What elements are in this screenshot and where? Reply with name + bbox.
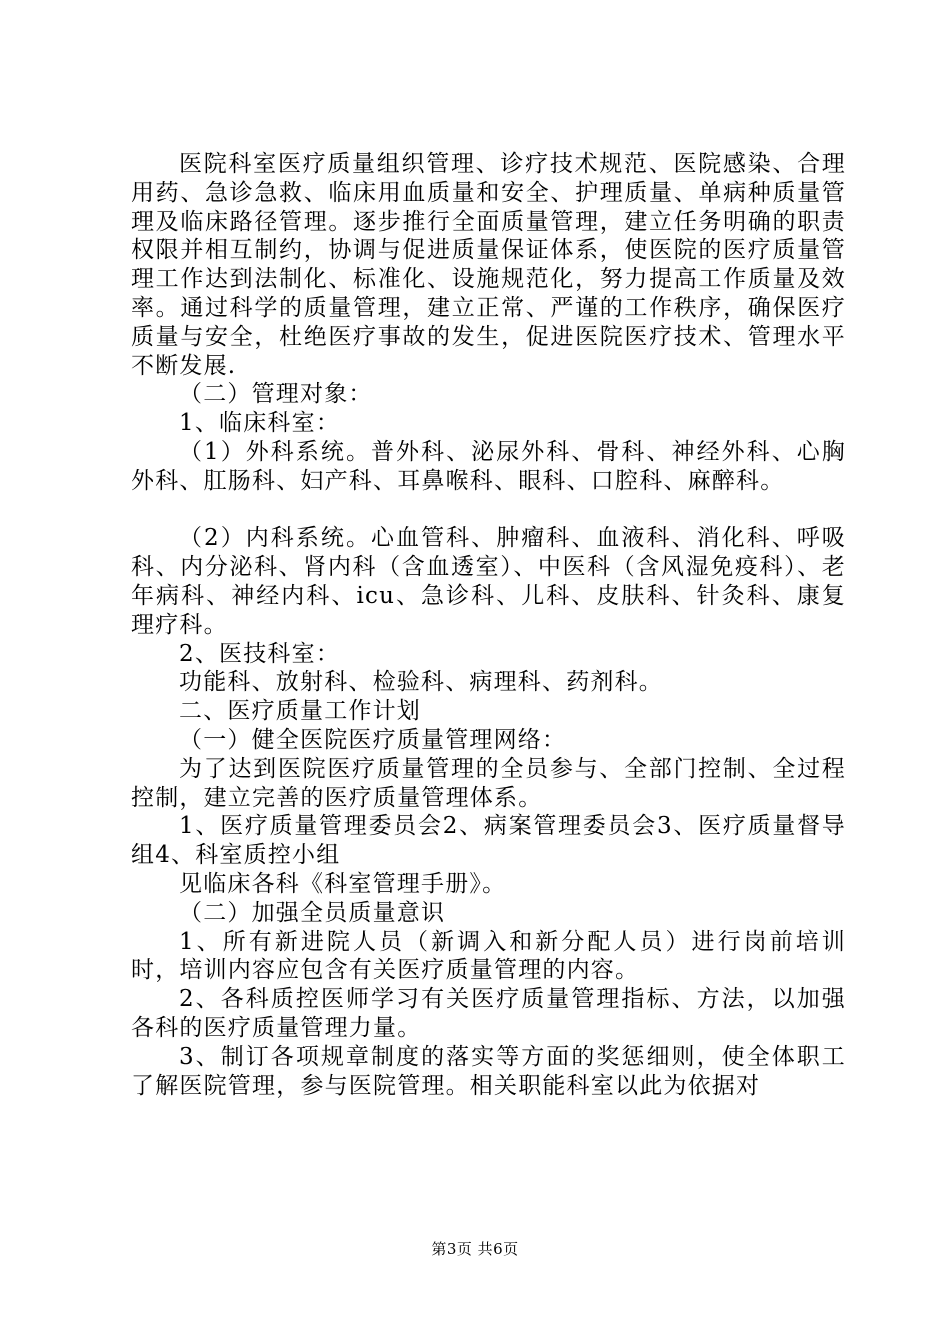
paragraph-committees: 1、医疗质量管理委员会2、病案管理委员会3、医疗质量督导组4、科室质控小组 xyxy=(131,813,846,869)
heading-quality-network: （一）健全医院医疗质量管理网络： xyxy=(179,726,567,753)
heading-management-objects: （二）管理对象： xyxy=(179,381,373,408)
paragraph-internal-medicine-system: （2）内科系统。心血管科、肿瘤科、血液科、消化科、呼吸科、内分泌科、肾内科（含血透室）、中医科（含风湿免疫科）、老年病科、神经内科、icu、急诊科、儿科、皮肤科、针灸科、康复理疗科。 xyxy=(131,525,846,638)
heading-quality-work-plan: 二、医疗质量工作计划 xyxy=(179,698,421,725)
heading-medical-technology-departments: 2、医技科室： xyxy=(179,640,341,667)
paragraph-manual-reference: 见临床各科《科室管理手册》。 xyxy=(179,870,507,897)
paragraph-surgery-system: （1）外科系统。普外科、泌尿外科、骨科、神经外科、心胸外科、肛肠科、妇产科、耳鼻喉科、眼科、口腔科、麻醉科。 xyxy=(131,438,846,494)
paragraph-technology-list: 功能科、放射科、检验科、病理科、药剂科。 xyxy=(179,669,663,696)
heading-clinical-departments: 1、临床科室： xyxy=(179,410,341,437)
paragraph-network-purpose: 为了达到医院医疗质量管理的全员参与、全部门控制、全过程控制，建立完善的医疗质量管理体系。 xyxy=(131,755,846,811)
paragraph-quality-scope: 医院科室医疗质量组织管理、诊疗技术规范、医院感染、合理用药、急诊急救、临床用血质量和安全、护理质量、单病种质量管理及临床路径管理。逐步推行全面质量管理，建立任务明确的职责权限并相互制约，协调与促进质量保证体系，使医院的医疗质量管理工作达到法制化、标准化、设施规范化，努力提高工作质量及效率。通过科学的质量管理，建立正常、严谨的工作秩序，确保医疗质量与安全，杜绝医疗事故的发生，促进医院医疗技术、管理水平不断发展. xyxy=(131,151,846,379)
page-number-footer: 第3页 共6页 xyxy=(431,1240,519,1258)
document-body xyxy=(131,150,846,1100)
paragraph-rewards-rules: 3、制订各项规章制度的落实等方面的奖惩细则，使全体职工了解医院管理，参与医院管理。相关职能科室以此为依据对 xyxy=(131,1043,846,1099)
paragraph-quality-physicians: 2、各科质控医师学习有关医疗质量管理指标、方法，以加强各科的医疗质量管理力量。 xyxy=(131,986,846,1041)
paragraph-gap xyxy=(131,496,846,525)
paragraph-new-staff-training: 1、所有新进院人员（新调入和新分配人员）进行岗前培训时，培训内容应包含有关医疗质量管理的内容。 xyxy=(131,928,846,984)
heading-quality-awareness: （二）加强全员质量意识 xyxy=(179,899,446,926)
